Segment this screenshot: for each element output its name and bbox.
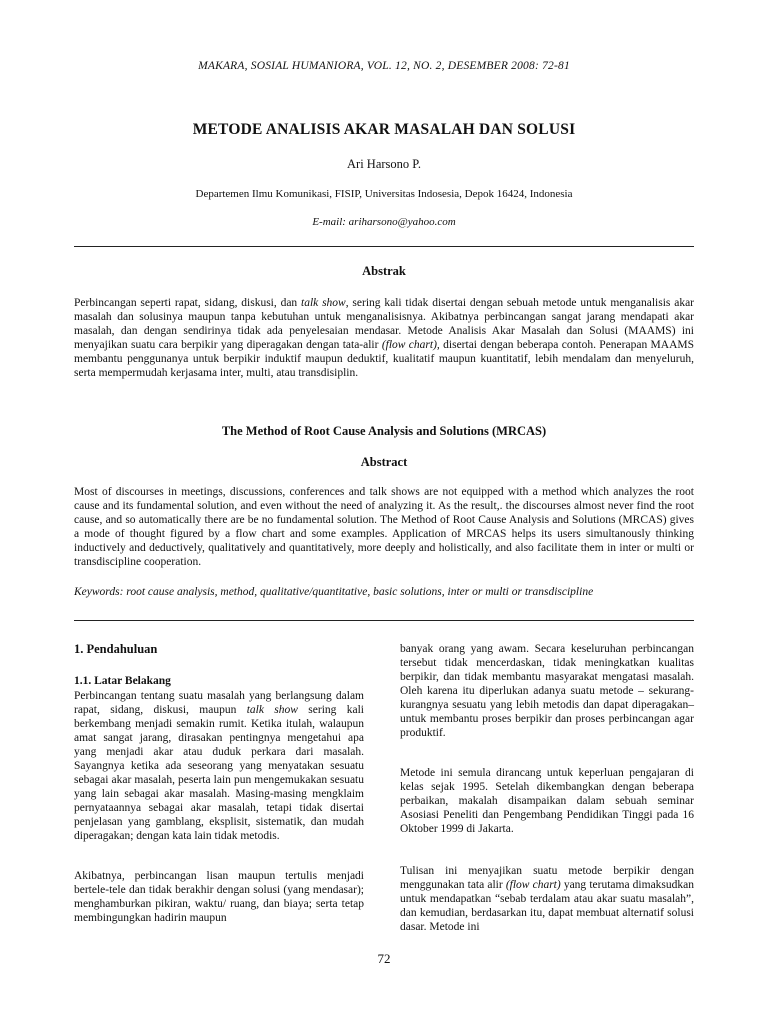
author-affiliation: Departemen Ilmu Komunikasi, FISIP, Universitas Indosesia, Depok 16424, Indonesia	[195, 188, 573, 200]
abstrak-heading: Abstrak	[362, 264, 406, 278]
left-column-paragraph-1: Perbincangan tentang suatu masalah yang berlangsung dalam rapat, sidang, diskusi, maupun talk show sering kali berkembang menjadi semakin rumit. Ketika itulah, walaupun amat sangat jarang, dirasakan pentingnya mengetahui apa yang menjadi akar atau duduk perkara dari masalah. Sayangnya ketika ada seseorang yang menyatakan sesuatu sebagai akar masalah, peserta lain pun mengemukakan sesuatu yang lain sebagai akar masalah. Masing-masing mengklaim pernyataannya sebagai akar masalah, tetapi tidak disertai penjelasan yang gamblang, eksplisit, sistematik, dan mudah diperagakan; dengan kata lain tidak metodis.	[74, 690, 364, 842]
section-heading: 1. Pendahuluan	[74, 642, 158, 656]
keywords: Keywords: root cause analysis, method, qualitative/quantitative, basic solutions, inter or multi or transdiscipline	[74, 586, 594, 598]
english-title: The Method of Root Cause Analysis and Solutions (MRCAS)	[221, 424, 547, 438]
abstract-body: Most of discourses in meetings, discussions, conferences and talk shows are not equipped with a method which analyzes the root cause and its fundamental solution, and even without the need of analyzing it. As the result,. the discourses almost never find the root cause, and so automatically there are be no fundamental solution. The Method of Root Cause Analysis and Solutions (MRCAS) gives a mode of thought figured by a flow chart and some examples. Application of MRCAS helps its users simultanously thinking inductively and deductively, qualitatively and quantitatively, more deeply and holistically, and also facilitate them in inter or multi or transdiscipline cooperation.	[74, 486, 694, 568]
abstract-heading: Abstract	[360, 455, 408, 469]
page-number: 72	[377, 951, 391, 966]
bottom-divider	[74, 620, 694, 621]
right-column-paragraph-1: banyak orang yang awam. Secara keseluruhan perbincangan tersebut tidak mencerdaskan, tidak meningkatkan kualitas berpikir, dan tidak membantu masyarakat mengatasi masalah. Oleh karena itu diperlukan adanya suatu metode – sekurang-kurangnya sesuatu yang lebih metodis dan dapat diperagakan– untuk membantu proses berpikir dan proses perbincangan agar produktif.	[400, 643, 694, 739]
top-divider	[74, 246, 694, 247]
right-column-paragraph-3: Tulisan ini menyajikan suatu metode berpikir dengan menggunakan tata alir (flow chart) yang terutama dimaksudkan untuk mendapatkan “sebab terdalam atau akar suatu masalah”, dan kemudian, berdasarkan itu, dapat membuat alternatif solusi dasar. Metode ini	[400, 865, 694, 933]
subsection-heading: 1.1. Latar Belakang	[74, 675, 171, 687]
journal-header: MAKARA, SOSIAL HUMANIORA, VOL. 12, NO. 2, DESEMBER 2008: 72-81	[198, 60, 570, 72]
author-email: E-mail: ariharsono@yahoo.com	[312, 216, 456, 228]
author-name: Ari Harsono P.	[347, 157, 421, 171]
paper-title: METODE ANALISIS AKAR MASALAH DAN SOLUSI	[192, 121, 576, 138]
abstrak-body: Perbincangan seperti rapat, sidang, diskusi, dan talk show, sering kali tidak disertai dengan sebuah metode untuk menganalisis akar masalah dan solusinya maupun tanpa kebutuhan untuk menganalisisnya. Akibatnya perbincangan sangat jarang mendapati akar masalah, dan dengan sendirinya tidak ada penyelesaian mendasar. Metode Analisis Akar Masalah dan Solusi (MAAMS) ini menyajikan suatu cara berpikir yang diperagakan dengan tata-alir (flow chart), disertai dengan beberapa contoh. Penerapan MAAMS membantu penggunanya untuk berpikir induktif maupun deduktif, kualitatif maupun kuantitatif, lebih mendalam dan menyeluruh, serta mempermudah kerjasama inter, multi, atau transdisiplin.	[74, 297, 695, 379]
right-column-paragraph-2: Metode ini semula dirancang untuk keperluan pengajaran di kelas sejak 1995. Setelah dikembangkan dengan beberapa perbaikan, makalah disampaikan dalam sebuah seminar Asosiasi Peneliti dan Pengembang Pendidikan Tinggi pada 16 Oktober 1999 di Jakarta.	[400, 767, 694, 835]
left-column-paragraph-2: Akibatnya, perbincangan lisan maupun tertulis menjadi bertele-tele dan tidak berakhir dengan solusi (yang mendasar); menghamburkan pikiran, waktu/ ruang, dan biaya; serta tetap membingungkan hadirin maupun	[74, 870, 364, 924]
